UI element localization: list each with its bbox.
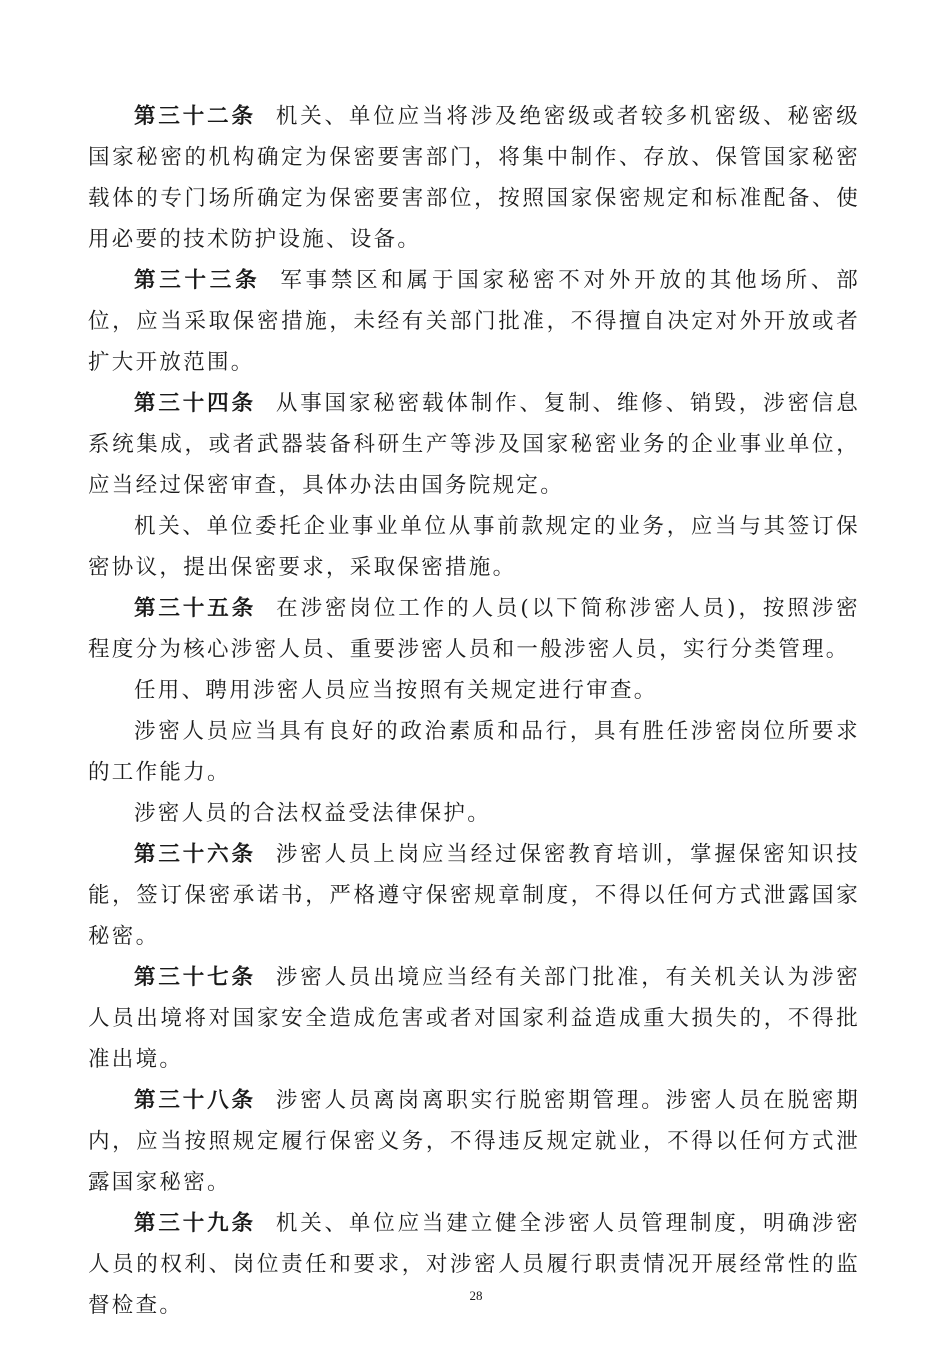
article-number: 第三十四条	[134, 391, 256, 416]
paragraph	[88, 1203, 860, 1326]
paragraph-text: 从事国家秘密载体制作、复制、维修、销毁，涉密信息系统集成，或者武器装备科研生产等涉及国家秘密业务的企业事业单位，应当经过保密审查，具体办法由国务院规定。	[88, 391, 860, 498]
paragraph	[88, 834, 860, 957]
paragraph-text: 涉密人员出境应当经有关部门批准，有关机关认为涉密人员出境将对国家安全造成危害或者对国家利益造成重大损失的，不得批准出境。	[88, 965, 860, 1072]
paragraph-text: 涉密人员的合法权益受法律保护。	[134, 801, 492, 826]
article-number: 第三十七条	[134, 965, 256, 990]
paragraph	[88, 260, 860, 383]
paragraph-text: 机关、单位应当将涉及绝密级或者较多机密级、秘密级国家秘密的机构确定为保密要害部门，将集中制作、存放、保管国家秘密载体的专门场所确定为保密要害部位，按照国家保密规定和标准配备、使用必要的技术防护设施、设备。	[88, 104, 860, 252]
document-body	[88, 96, 860, 1326]
article-number: 第三十六条	[134, 842, 256, 867]
paragraph	[88, 711, 860, 793]
page-number: 28	[469, 1288, 483, 1303]
paragraph	[88, 506, 860, 588]
paragraph-text: 军事禁区和属于国家秘密不对外开放的其他场所、部位，应当采取保密措施，未经有关部门批准，不得擅自决定对外开放或者扩大开放范围。	[88, 268, 860, 375]
paragraph	[88, 1080, 860, 1203]
paragraph-text: 涉密人员应当具有良好的政治素质和品行，具有胜任涉密岗位所要求的工作能力。	[88, 719, 860, 785]
article-number: 第三十九条	[134, 1211, 256, 1236]
paragraph	[88, 588, 860, 670]
paragraph-text: 涉密人员离岗离职实行脱密期管理。涉密人员在脱密期内，应当按照规定履行保密义务，不得违反规定就业，不得以任何方式泄露国家秘密。	[88, 1088, 860, 1195]
paragraph	[88, 96, 860, 260]
paragraph-text: 机关、单位委托企业事业单位从事前款规定的业务，应当与其签订保密协议，提出保密要求，采取保密措施。	[88, 514, 860, 580]
paragraph-text: 在涉密岗位工作的人员(以下简称涉密人员)，按照涉密程度分为核心涉密人员、重要涉密人员和一般涉密人员，实行分类管理。	[88, 596, 860, 662]
paragraph	[88, 670, 860, 711]
article-number: 第三十三条	[134, 268, 261, 293]
paragraph	[88, 957, 860, 1080]
paragraph-text: 任用、聘用涉密人员应当按照有关规定进行审查。	[134, 678, 658, 703]
article-number: 第三十八条	[134, 1088, 256, 1113]
paragraph	[88, 383, 860, 506]
paragraph-text: 涉密人员上岗应当经过保密教育培训，掌握保密知识技能，签订保密承诺书，严格遵守保密规章制度，不得以任何方式泄露国家秘密。	[88, 842, 860, 949]
article-number: 第三十五条	[134, 596, 257, 621]
article-number: 第三十二条	[134, 104, 256, 129]
paragraph	[88, 793, 860, 834]
paragraph-text: 机关、单位应当建立健全涉密人员管理制度，明确涉密人员的权利、岗位责任和要求，对涉密人员履行职责情况开展经常性的监督检查。	[88, 1211, 860, 1318]
